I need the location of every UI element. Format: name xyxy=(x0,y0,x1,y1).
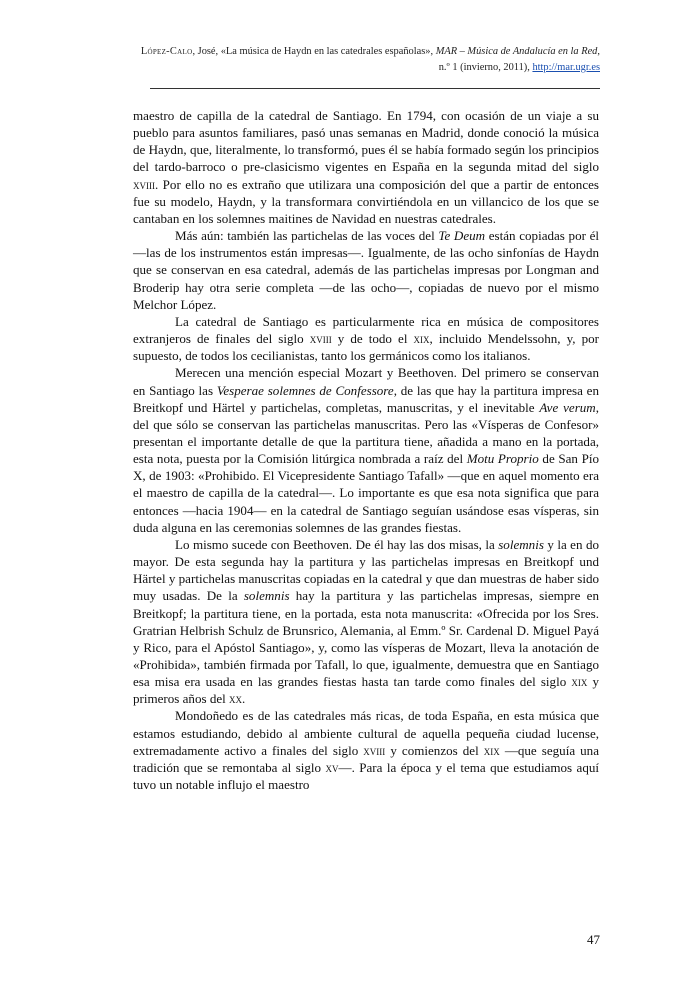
text-run: y de todo el xyxy=(331,331,414,347)
century-numeral: xix xyxy=(571,674,588,690)
italic-title: Vesperae solemnes de Confessore xyxy=(216,382,394,398)
century-numeral: xviii xyxy=(363,742,386,758)
header-citation: , José, «La música de Haydn en las catedrales españolas», xyxy=(192,46,436,57)
text-run: hay la partitura y las partichelas impresas, siempre en Breitkopf; la partitura tiene, en la portada, esta nota manuscrita: «Ofrecida por los Sres. Gratrian Helbrish Schulz de Brunsrico, Alemania, al Emm.º Sr. Cardenal D. Miguel Payá y Rico, para el Apóstol Santiago», y, como las vísperas de Mozart, lleva la anotación de «Prohibida», también firmada por Tafall, lo que, igualmente, demuestra que en Santiago esa misa era usada en las grandes fiestas hasta tan tarde como finales del siglo xyxy=(133,588,599,690)
text-run: Mondoñedo es de las catedrales más ricas, de toda España, en esta música que estamos estudiando, debido al ambiente cultural de aquella pequeña ciudad lucense, extremadamente activo a finales del siglo xyxy=(133,708,599,758)
text-run: —. Para la época y el tema que estudiamos aquí tuvo un notable influjo el maestro xyxy=(133,759,600,793)
running-header xyxy=(130,44,600,76)
text-run: La catedral de Santiago es particularmente rica en música de compositores extranjeros de finales del siglo xyxy=(133,313,599,347)
paragraph xyxy=(133,313,599,364)
header-journal: MAR – Música de Andalucía en la Red xyxy=(435,46,598,57)
text-run: , del que sólo se conservan las partichelas manuscritas. Pero las «Vísperas de Confesor» presentan el importante detalle de que la partitura tiene, añadida a mano en la portada, esta nota, puesta por la Comisión litúrgica nombrada a raíz del xyxy=(133,399,599,467)
century-numeral: xix xyxy=(483,742,500,758)
italic-title: Motu Proprio xyxy=(466,451,539,467)
century-numeral: xviii xyxy=(309,331,332,347)
text-run: Lo mismo sucede con Beethoven. De él hay las dos misas, la xyxy=(175,536,499,552)
paragraph xyxy=(133,227,599,313)
text-run: , incluido Mendelssohn, y, por supuesto, de todos los cecilianistas, tanto los germánicos como los italianos. xyxy=(133,331,599,364)
paragraph xyxy=(133,107,599,227)
text-run: y la en do mayor. De esta segunda hay la partitura y las partichelas impresas en Breitkopf und Härtel y partichelas manuscritas copiadas en la catedral y que dan muestras de haber sido muy usadas. De la xyxy=(133,536,599,604)
century-numeral: xix xyxy=(413,331,430,347)
text-run: —que seguía una tradición que se remontaba al siglo xyxy=(133,742,599,775)
header-author-surname: López-Calo xyxy=(140,46,193,57)
text-run: están copiadas por él —las de los instrumentos están impresas—. Igualmente, de las ocho sinfonías de Haydn que se conservan en esa catedral, además de las partichelas impresas por Longman and Broderip hay otra serie completa —de las ocho—, copiadas de nuevo por el mismo Melchor López. xyxy=(133,228,600,312)
paragraph xyxy=(133,536,599,708)
text-run: , de las que hay la partitura impresa en Breitkopf und Härtel y partichelas, completas, manuscritas, y el inevitable xyxy=(133,382,599,415)
text-run: y comienzos del xyxy=(385,742,484,758)
body-text xyxy=(133,107,599,793)
italic-title: solemnis xyxy=(498,536,544,552)
text-run: . xyxy=(242,691,246,707)
text-run: Más aún: también las partichelas de las voces del xyxy=(175,228,439,244)
century-numeral: xx xyxy=(229,691,243,707)
page-number: 47 xyxy=(587,932,600,947)
italic-title: Ave verum xyxy=(539,399,596,415)
italic-title: solemnis xyxy=(243,588,290,604)
header-url-link[interactable]: http://mar.ugr.es xyxy=(532,62,600,73)
text-run: y primeros años del xyxy=(133,674,599,707)
paragraph xyxy=(133,707,599,793)
text-run: de San Pío X, de 1903: «Prohibido. El Vicepresidente Santiago Tafall» —que en aquel momento era el maestro de capilla de la catedral—. Lo importante es que esa nota significa que para entonces —hacia 1904— en la catedral de Santiago seguían usándose esas vísperas, sin duda alguna en las ceremonias solemnes de las grandes fiestas. xyxy=(133,451,600,535)
text-run: maestro de capilla de la catedral de Santiago. En 1794, con ocasión de un viaje a su pueblo para asuntos familiares, pasó unas semanas en Madrid, donde conoció la música de Haydn, que, literalmente, lo transformó, pues él se había formado según los principios del tardo-barroco o pre-clasicismo vigentes en España en la segunda mitad del siglo xyxy=(133,108,599,175)
paragraph xyxy=(133,364,599,536)
header-issue: , n.º 1 (invierno, 2011), xyxy=(438,46,600,73)
century-numeral: xviii xyxy=(133,176,155,192)
century-numeral: xv xyxy=(325,759,339,775)
text-run: . Por ello no es extraño que utilizara una composición del que a partir de entonces fue su modelo, Haydn, y la transformara convirtiéndola en un villancico de los que se cantaban en los solemnes maitines de Navidad en nuestras catedrales. xyxy=(133,176,599,226)
italic-title: Te Deum xyxy=(438,228,486,244)
header-rule xyxy=(150,88,600,89)
text-run: Merecen una mención especial Mozart y Beethoven. Del primero se conservan en Santiago las xyxy=(133,365,599,398)
